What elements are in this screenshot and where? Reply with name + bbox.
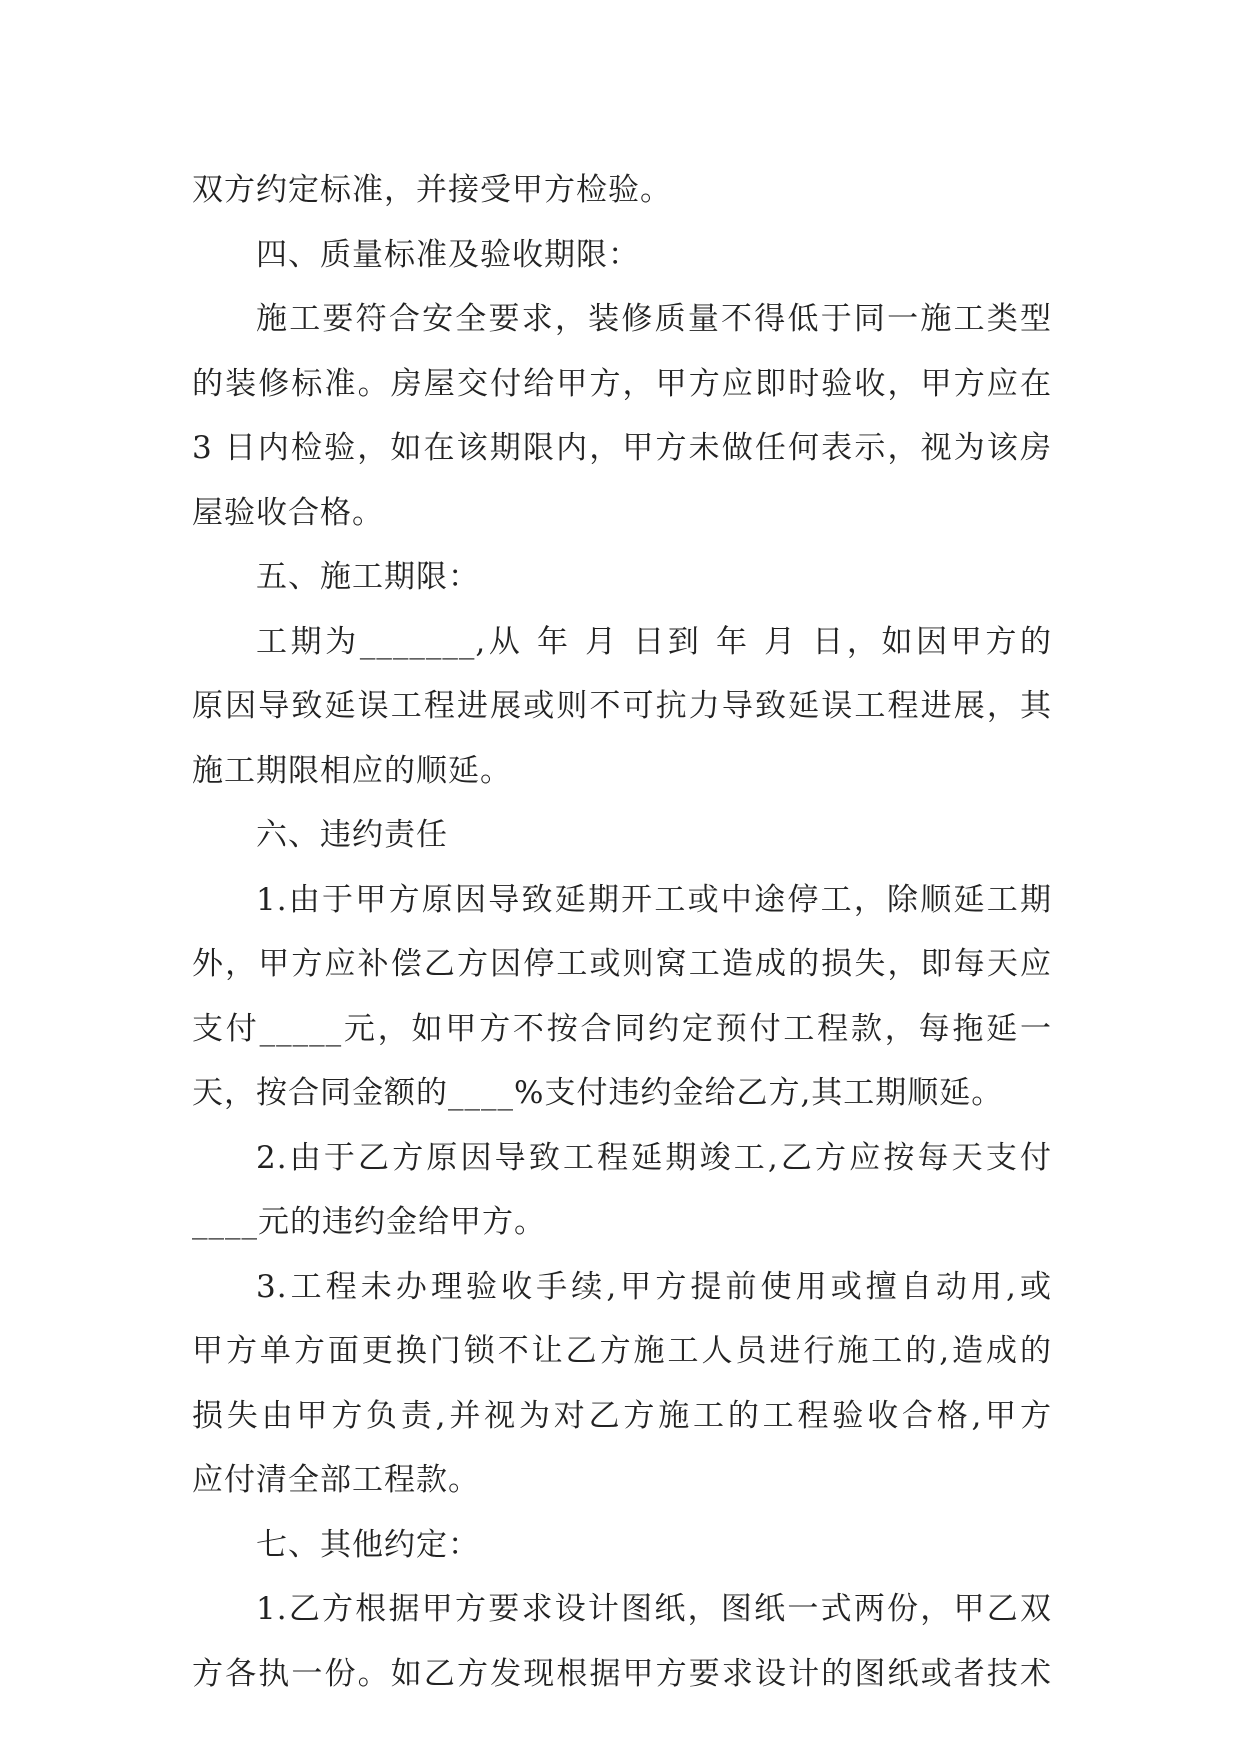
text-line: 工期为_______,从 年 月 日到 年 月 日，如因甲方的 <box>256 623 1052 660</box>
text-line: 应付清全部工程款。 <box>192 1462 480 1498</box>
text-line: 方各执一份。如乙方发现根据甲方要求设计的图纸或者技术 <box>192 1655 1052 1692</box>
text-line: 的装修标准。房屋交付给甲方，甲方应即时验收，甲方应在 <box>192 365 1052 402</box>
text-line: 损失由甲方负责,并视为对乙方施工的工程验收合格,甲方 <box>192 1397 1052 1434</box>
text-line: 1.由于甲方原因导致延期开工或中途停工，除顺延工期 <box>256 881 1052 918</box>
text-line: 六、违约责任 <box>256 817 448 853</box>
text-line: 支付_____元，如甲方不按合同约定预付工程款，每拖延一 <box>192 1010 1052 1047</box>
text-line: 3 日内检验，如在该期限内，甲方未做任何表示，视为该房 <box>192 430 1052 466</box>
text-line: 甲方单方面更换门锁不让乙方施工人员进行施工的,造成的 <box>192 1333 1052 1369</box>
text-line: 四、质量标准及验收期限： <box>256 236 640 273</box>
text-line: 2.由于乙方原因导致工程延期竣工,乙方应按每天支付 <box>256 1139 1052 1176</box>
text-line: 双方约定标准，并接受甲方检验。 <box>192 172 672 208</box>
text-line: 施工要符合安全要求，装修质量不得低于同一施工类型 <box>256 301 1052 337</box>
text-line: 1.乙方根据甲方要求设计图纸，图纸一式两份，甲乙双 <box>256 1591 1052 1627</box>
text-line: 五、施工期限： <box>256 559 480 595</box>
text-line: 七、其他约定： <box>256 1526 480 1563</box>
text-line: 原因导致延误工程进展或则不可抗力导致延误工程进展，其 <box>192 688 1052 724</box>
text-line: 屋验收合格。 <box>192 494 384 531</box>
text-line: 天，按合同金额的____%支付违约金给乙方,其工期顺延。 <box>192 1075 1004 1111</box>
text-line: ____元的违约金给甲方。 <box>192 1204 546 1240</box>
text-line: 施工期限相应的顺延。 <box>192 752 512 789</box>
document-body <box>192 158 1052 1706</box>
text-line: 外，甲方应补偿乙方因停工或则窝工造成的损失，即每天应 <box>192 946 1052 982</box>
text-line: 3.工程未办理验收手续,甲方提前使用或擅自动用,或 <box>256 1268 1052 1305</box>
